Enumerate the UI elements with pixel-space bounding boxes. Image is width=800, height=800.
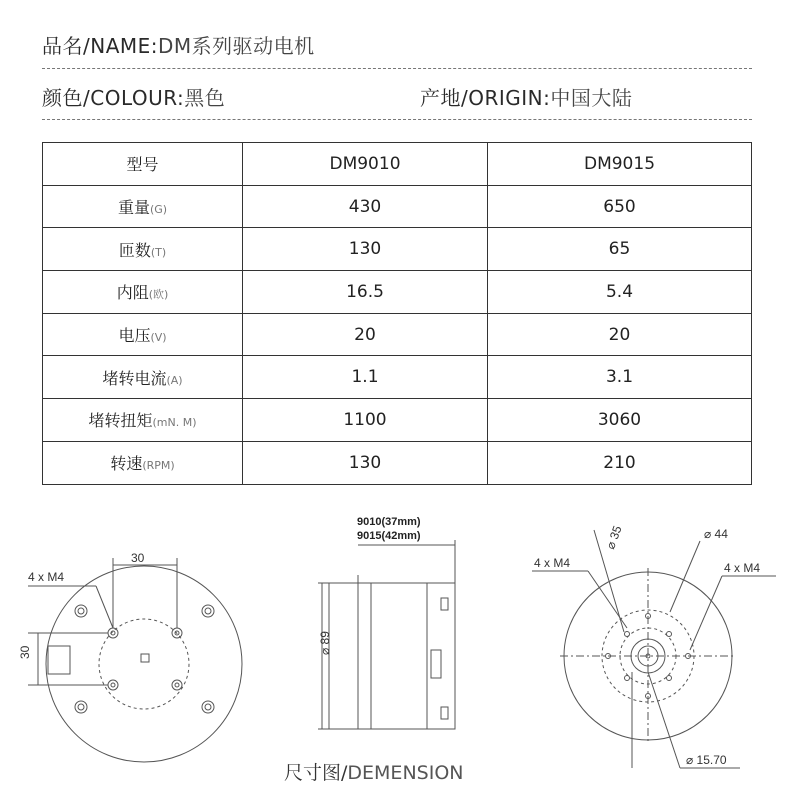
- side-view: [318, 516, 455, 729]
- rear-holes-right: 4 x M4: [724, 561, 761, 575]
- cell-value: 5.4: [488, 271, 752, 314]
- colour-row: [42, 82, 225, 111]
- front-dim-v: 30: [18, 645, 32, 659]
- rear-holes-left: 4 x M4: [534, 556, 571, 570]
- divider: [42, 119, 752, 120]
- table-row: [43, 399, 752, 442]
- table-row: [43, 441, 752, 484]
- origin-value: 中国大陆: [550, 86, 633, 110]
- colour-label: 颜色/COLOUR:: [42, 86, 185, 110]
- name-label: 品名/NAME:: [42, 34, 159, 58]
- cell-value: 3.1: [488, 356, 752, 399]
- cell-value: 130: [243, 228, 488, 271]
- row-label: 堵转扭矩(mN. M): [43, 399, 243, 442]
- spec-table: [42, 142, 752, 485]
- cell-value: 1100: [243, 399, 488, 442]
- connector: [48, 646, 70, 674]
- cell-value: 20: [488, 313, 752, 356]
- cell-value: 430: [243, 185, 488, 228]
- colour-value: 黑色: [184, 86, 226, 110]
- motor-body: [329, 583, 455, 729]
- side-len-9010: 9010(37mm): [357, 516, 421, 528]
- front-view: [18, 551, 242, 762]
- cell-value: 16.5: [243, 271, 488, 314]
- center-mark: [141, 654, 149, 662]
- origin-label: 产地/ORIGIN:: [420, 86, 551, 110]
- row-label: 重量(G): [43, 185, 243, 228]
- table-row: [43, 356, 752, 399]
- drawing-caption: [284, 758, 463, 785]
- origin-row: [420, 82, 632, 111]
- row-label: 堵转电流(A): [43, 356, 243, 399]
- header-cell: 型号: [43, 143, 243, 186]
- cell-value: 1.1: [243, 356, 488, 399]
- row-label: 电压(V): [43, 313, 243, 356]
- side-dia: ⌀ 89: [318, 631, 332, 655]
- row-label: 内阻(欧): [43, 271, 243, 314]
- rear-dia-35: ⌀ 35: [603, 523, 625, 552]
- cell-value: 3060: [488, 399, 752, 442]
- motor-outline: [46, 566, 242, 762]
- table-row: [43, 271, 752, 314]
- caption-en: DEMENSION: [347, 762, 464, 784]
- side-len-9015: 9015(42mm): [357, 530, 421, 542]
- table-row: [43, 185, 752, 228]
- table-row: [43, 228, 752, 271]
- table-header-row: [43, 143, 752, 186]
- caption-cn: 尺寸图/: [284, 762, 348, 784]
- name-row: [42, 30, 315, 59]
- cell-value: 20: [243, 313, 488, 356]
- rear-dia-44: ⌀ 44: [704, 527, 728, 541]
- divider: [42, 68, 752, 69]
- header-cell: DM9010: [243, 143, 488, 186]
- row-label: 匝数(T): [43, 228, 243, 271]
- connector: [431, 650, 441, 678]
- front-holes-label: 4 x M4: [28, 570, 65, 584]
- table-row: [43, 313, 752, 356]
- header-cell: DM9015: [488, 143, 752, 186]
- cell-value: 65: [488, 228, 752, 271]
- name-value: DM系列驱动电机: [158, 34, 315, 58]
- dimension-drawing: [0, 500, 800, 800]
- rear-view: [532, 524, 776, 768]
- rear-dia-shaft: ⌀ 15.70: [686, 753, 727, 767]
- row-label: 转速(RPM): [43, 441, 243, 484]
- cell-value: 210: [488, 441, 752, 484]
- cell-value: 650: [488, 185, 752, 228]
- cell-value: 130: [243, 441, 488, 484]
- front-dim-h: 30: [131, 551, 145, 565]
